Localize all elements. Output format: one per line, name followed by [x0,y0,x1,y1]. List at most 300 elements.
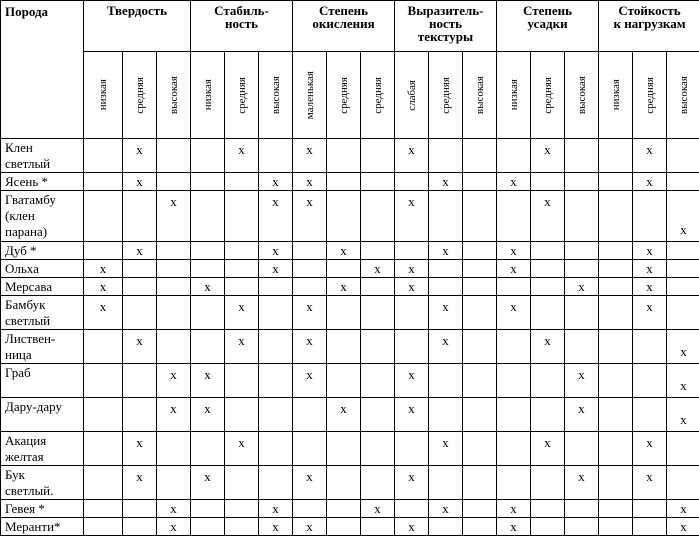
mark-cell [599,139,633,173]
mark-cell [361,296,395,330]
mark-cell [429,398,463,432]
mark-cell [633,518,667,536]
mark-cell [259,278,293,296]
mark-cell [157,296,191,330]
mark-cell [531,173,565,191]
mark-cell [361,398,395,432]
sub-header-label: высокая [473,75,486,115]
mark-cell: x [633,466,667,500]
mark-cell [667,139,699,173]
mark-cell [463,364,497,398]
group-shrinkage: Степень усадки [497,1,599,52]
mark-cell [225,466,259,500]
mark-cell [84,466,123,500]
mark-cell: x [395,278,429,296]
mark-cell: x [395,466,429,500]
mark-cell: x [667,500,699,518]
mark-cell [259,330,293,364]
mark-cell: x [667,330,699,364]
mark-cell: x [565,278,599,296]
breed-name-cell: Дару-дару [1,398,84,432]
sub-header-cell [531,52,565,139]
mark-cell [599,518,633,536]
mark-cell [429,278,463,296]
mark-cell [599,432,633,466]
mark-cell: x [259,191,293,242]
mark-cell [429,466,463,500]
mark-cell [225,364,259,398]
mark-cell [225,173,259,191]
mark-cell: x [191,278,225,296]
mark-cell [327,466,361,500]
mark-cell [463,398,497,432]
mark-cell [225,518,259,536]
table-body [1,139,699,536]
mark-cell [395,432,429,466]
mark-cell [531,296,565,330]
mark-cell [259,139,293,173]
mark-cell [497,191,531,242]
sub-header-cell [599,52,633,139]
mark-cell: x [361,500,395,518]
sub-header-label: высокая [677,75,690,115]
mark-cell: x [531,139,565,173]
mark-cell: x [157,398,191,432]
mark-cell: x [395,191,429,242]
mark-cell: x [84,296,123,330]
mark-cell [463,173,497,191]
sub-header-cell [463,52,497,139]
sub-header-cell [191,52,225,139]
mark-cell: x [633,242,667,260]
sub-header-label: слабая [405,79,418,111]
mark-cell [157,173,191,191]
mark-cell: x [395,364,429,398]
mark-cell: x [225,330,259,364]
mark-cell [157,432,191,466]
mark-cell: x [259,242,293,260]
mark-cell: x [327,242,361,260]
mark-cell [497,398,531,432]
mark-cell [293,260,327,278]
breed-name-cell: Гевея * [1,500,84,518]
mark-cell [225,398,259,432]
mark-cell [123,500,157,518]
sub-header-row [1,52,699,139]
table-row [1,518,699,536]
mark-cell: x [157,364,191,398]
mark-cell [327,500,361,518]
table-row [1,500,699,518]
mark-cell [157,139,191,173]
mark-cell [463,242,497,260]
mark-cell [259,364,293,398]
mark-cell [565,242,599,260]
mark-cell [84,330,123,364]
mark-cell: x [293,296,327,330]
mark-cell [565,173,599,191]
mark-cell [429,364,463,398]
mark-cell: x [395,260,429,278]
mark-cell [395,330,429,364]
mark-cell [565,330,599,364]
mark-cell [463,139,497,173]
breed-name-cell: Клен светлый [1,139,84,173]
mark-cell: x [633,260,667,278]
sub-header-label: низкая [201,79,214,111]
mark-cell [395,242,429,260]
mark-cell [531,278,565,296]
mark-cell: x [123,466,157,500]
sub-header-cell [633,52,667,139]
mark-cell [599,500,633,518]
sub-header-label: низкая [507,79,520,111]
mark-cell: x [497,173,531,191]
mark-cell [191,173,225,191]
mark-cell: x [123,432,157,466]
mark-cell [429,260,463,278]
mark-cell: x [191,398,225,432]
table-row [1,364,699,398]
mark-cell: x [531,432,565,466]
mark-cell [463,330,497,364]
breed-name-cell: Мерсава [1,278,84,296]
mark-cell [361,139,395,173]
mark-cell [84,139,123,173]
mark-cell: x [667,191,699,242]
mark-cell [157,330,191,364]
mark-cell [667,432,699,466]
mark-cell: x [293,139,327,173]
mark-cell: x [259,173,293,191]
group-header-row [1,1,699,52]
breed-name-cell: Бамбук светлый [1,296,84,330]
mark-cell: x [497,518,531,536]
mark-cell [599,364,633,398]
sub-header-cell [327,52,361,139]
table-row [1,191,699,242]
mark-cell: x [429,500,463,518]
mark-cell: x [259,500,293,518]
mark-cell [157,278,191,296]
mark-cell [84,242,123,260]
mark-cell: x [565,398,599,432]
mark-cell [463,500,497,518]
mark-cell [497,278,531,296]
mark-cell [123,191,157,242]
sub-header-cell [497,52,531,139]
mark-cell: x [531,330,565,364]
mark-cell [633,500,667,518]
sub-header-cell [429,52,463,139]
sub-header-cell [225,52,259,139]
mark-cell [395,500,429,518]
sub-header-cell [667,52,699,139]
mark-cell [565,191,599,242]
mark-cell: x [225,432,259,466]
mark-cell [361,432,395,466]
table-row [1,173,699,191]
mark-cell [225,242,259,260]
mark-cell: x [327,398,361,432]
mark-cell [531,260,565,278]
mark-cell [667,466,699,500]
mark-cell: x [429,432,463,466]
breed-name-cell: Меранти* [1,518,84,536]
mark-cell [599,173,633,191]
mark-cell [531,500,565,518]
mark-cell: x [395,139,429,173]
mark-cell [84,173,123,191]
mark-cell [327,364,361,398]
mark-cell [599,242,633,260]
mark-cell [327,296,361,330]
mark-cell [667,278,699,296]
mark-cell [293,242,327,260]
mark-cell [599,296,633,330]
mark-cell: x [327,278,361,296]
mark-cell: x [259,260,293,278]
sub-header-label: низкая [609,79,622,111]
mark-cell [429,191,463,242]
mark-cell [599,398,633,432]
mark-cell [361,191,395,242]
mark-cell [191,260,225,278]
sub-header-cell [565,52,599,139]
breed-column-header: Порода [1,1,84,139]
sub-header-label: высокая [269,75,282,115]
mark-cell [667,173,699,191]
mark-cell: x [633,278,667,296]
mark-cell [225,260,259,278]
mark-cell [327,432,361,466]
mark-cell [259,466,293,500]
mark-cell [84,191,123,242]
breed-name-cell: Акация желтая [1,432,84,466]
mark-cell [565,500,599,518]
sub-header-cell [157,52,191,139]
mark-cell: x [123,330,157,364]
mark-cell [259,398,293,432]
mark-cell: x [633,173,667,191]
mark-cell [497,466,531,500]
mark-cell [191,518,225,536]
mark-cell [361,330,395,364]
mark-cell [191,296,225,330]
mark-cell: x [259,518,293,536]
mark-cell [259,432,293,466]
table-row [1,330,699,364]
breed-name-cell: Бук светлый. [1,466,84,500]
mark-cell [361,518,395,536]
mark-cell: x [667,398,699,432]
mark-cell [633,330,667,364]
mark-cell: x [293,518,327,536]
mark-cell: x [633,139,667,173]
mark-cell: x [531,191,565,242]
mark-cell [463,278,497,296]
mark-cell [123,364,157,398]
mark-cell: x [429,173,463,191]
mark-cell: x [191,466,225,500]
mark-cell [599,330,633,364]
mark-cell: x [84,278,123,296]
mark-cell [361,364,395,398]
mark-cell [531,398,565,432]
mark-cell [667,260,699,278]
sub-header-label: средняя [371,76,384,114]
group-stability: Стабиль- ность [191,1,293,52]
group-texture: Выразитель- ность текстуры [395,1,497,52]
sub-header-label: средняя [439,76,452,114]
mark-cell [633,398,667,432]
mark-cell [633,191,667,242]
mark-cell: x [84,260,123,278]
mark-cell [599,260,633,278]
mark-cell [361,173,395,191]
sub-header-label: средняя [235,76,248,114]
mark-cell: x [293,191,327,242]
mark-cell [84,398,123,432]
table-row [1,432,699,466]
mark-cell: x [497,500,531,518]
mark-cell [463,466,497,500]
mark-cell [327,173,361,191]
mark-cell: x [191,364,225,398]
mark-cell: x [395,398,429,432]
mark-cell [84,364,123,398]
sub-header-label: низкая [97,79,109,111]
mark-cell: x [225,139,259,173]
mark-cell: x [497,296,531,330]
mark-cell: x [497,260,531,278]
sub-header-cell [123,52,157,139]
table-row [1,296,699,330]
table-row [1,242,699,260]
mark-cell [565,432,599,466]
mark-cell: x [633,432,667,466]
mark-cell [463,260,497,278]
mark-cell [497,330,531,364]
mark-cell [565,260,599,278]
sub-header-cell [293,52,327,139]
breed-name-cell: Граб [1,364,84,398]
mark-cell [599,191,633,242]
group-load-resistance: Стойкость к нагрузкам [599,1,699,52]
breed-name-cell: Ясень * [1,173,84,191]
mark-cell [463,296,497,330]
mark-cell [123,398,157,432]
table-row [1,260,699,278]
table-row [1,466,699,500]
mark-cell [395,173,429,191]
breed-name-cell: Листвен- ница [1,330,84,364]
mark-cell: x [361,260,395,278]
sub-header-label: средняя [643,76,656,114]
mark-cell [191,500,225,518]
mark-cell [157,260,191,278]
mark-cell [327,518,361,536]
mark-cell: x [293,466,327,500]
mark-cell [123,278,157,296]
mark-cell [361,278,395,296]
mark-cell: x [293,330,327,364]
mark-cell [531,242,565,260]
table-row [1,278,699,296]
mark-cell [497,432,531,466]
mark-cell [497,139,531,173]
mark-cell [633,364,667,398]
mark-cell [463,518,497,536]
mark-cell [531,364,565,398]
breed-name-cell: Ольха [1,260,84,278]
table-row [1,398,699,432]
mark-cell [191,432,225,466]
breed-name-cell: Гватамбу (клен парана) [1,191,84,242]
mark-cell [259,296,293,330]
mark-cell: x [429,242,463,260]
mark-cell [361,242,395,260]
table-row [1,139,699,173]
mark-cell [361,466,395,500]
mark-cell [463,191,497,242]
mark-cell: x [429,296,463,330]
mark-cell [599,278,633,296]
mark-cell [225,191,259,242]
mark-cell [123,518,157,536]
sub-header-label: высокая [575,75,588,115]
mark-cell [157,242,191,260]
mark-cell [463,432,497,466]
mark-cell [599,466,633,500]
mark-cell [293,432,327,466]
mark-cell [531,466,565,500]
sub-header-cell [395,52,429,139]
sub-header-label: маленькая [303,70,316,120]
mark-cell: x [667,518,699,536]
mark-cell [157,466,191,500]
breed-name-cell: Дуб * [1,242,84,260]
mark-cell: x [293,364,327,398]
mark-cell [293,398,327,432]
sub-header-cell [259,52,293,139]
mark-cell [327,139,361,173]
group-hardness: Твердость [84,1,191,52]
mark-cell [327,191,361,242]
mark-cell: x [123,242,157,260]
mark-cell [395,296,429,330]
mark-cell [191,139,225,173]
mark-cell [293,278,327,296]
mark-cell: x [429,330,463,364]
mark-cell [293,500,327,518]
mark-cell [191,191,225,242]
mark-cell: x [123,173,157,191]
mark-cell: x [565,364,599,398]
mark-cell [497,364,531,398]
mark-cell [191,330,225,364]
mark-cell: x [123,139,157,173]
mark-cell [565,296,599,330]
mark-cell [123,260,157,278]
mark-cell: x [667,364,699,398]
mark-cell [84,518,123,536]
mark-cell: x [225,296,259,330]
sub-header-label: средняя [541,76,554,114]
mark-cell [123,296,157,330]
mark-cell: x [157,500,191,518]
mark-cell: x [633,296,667,330]
